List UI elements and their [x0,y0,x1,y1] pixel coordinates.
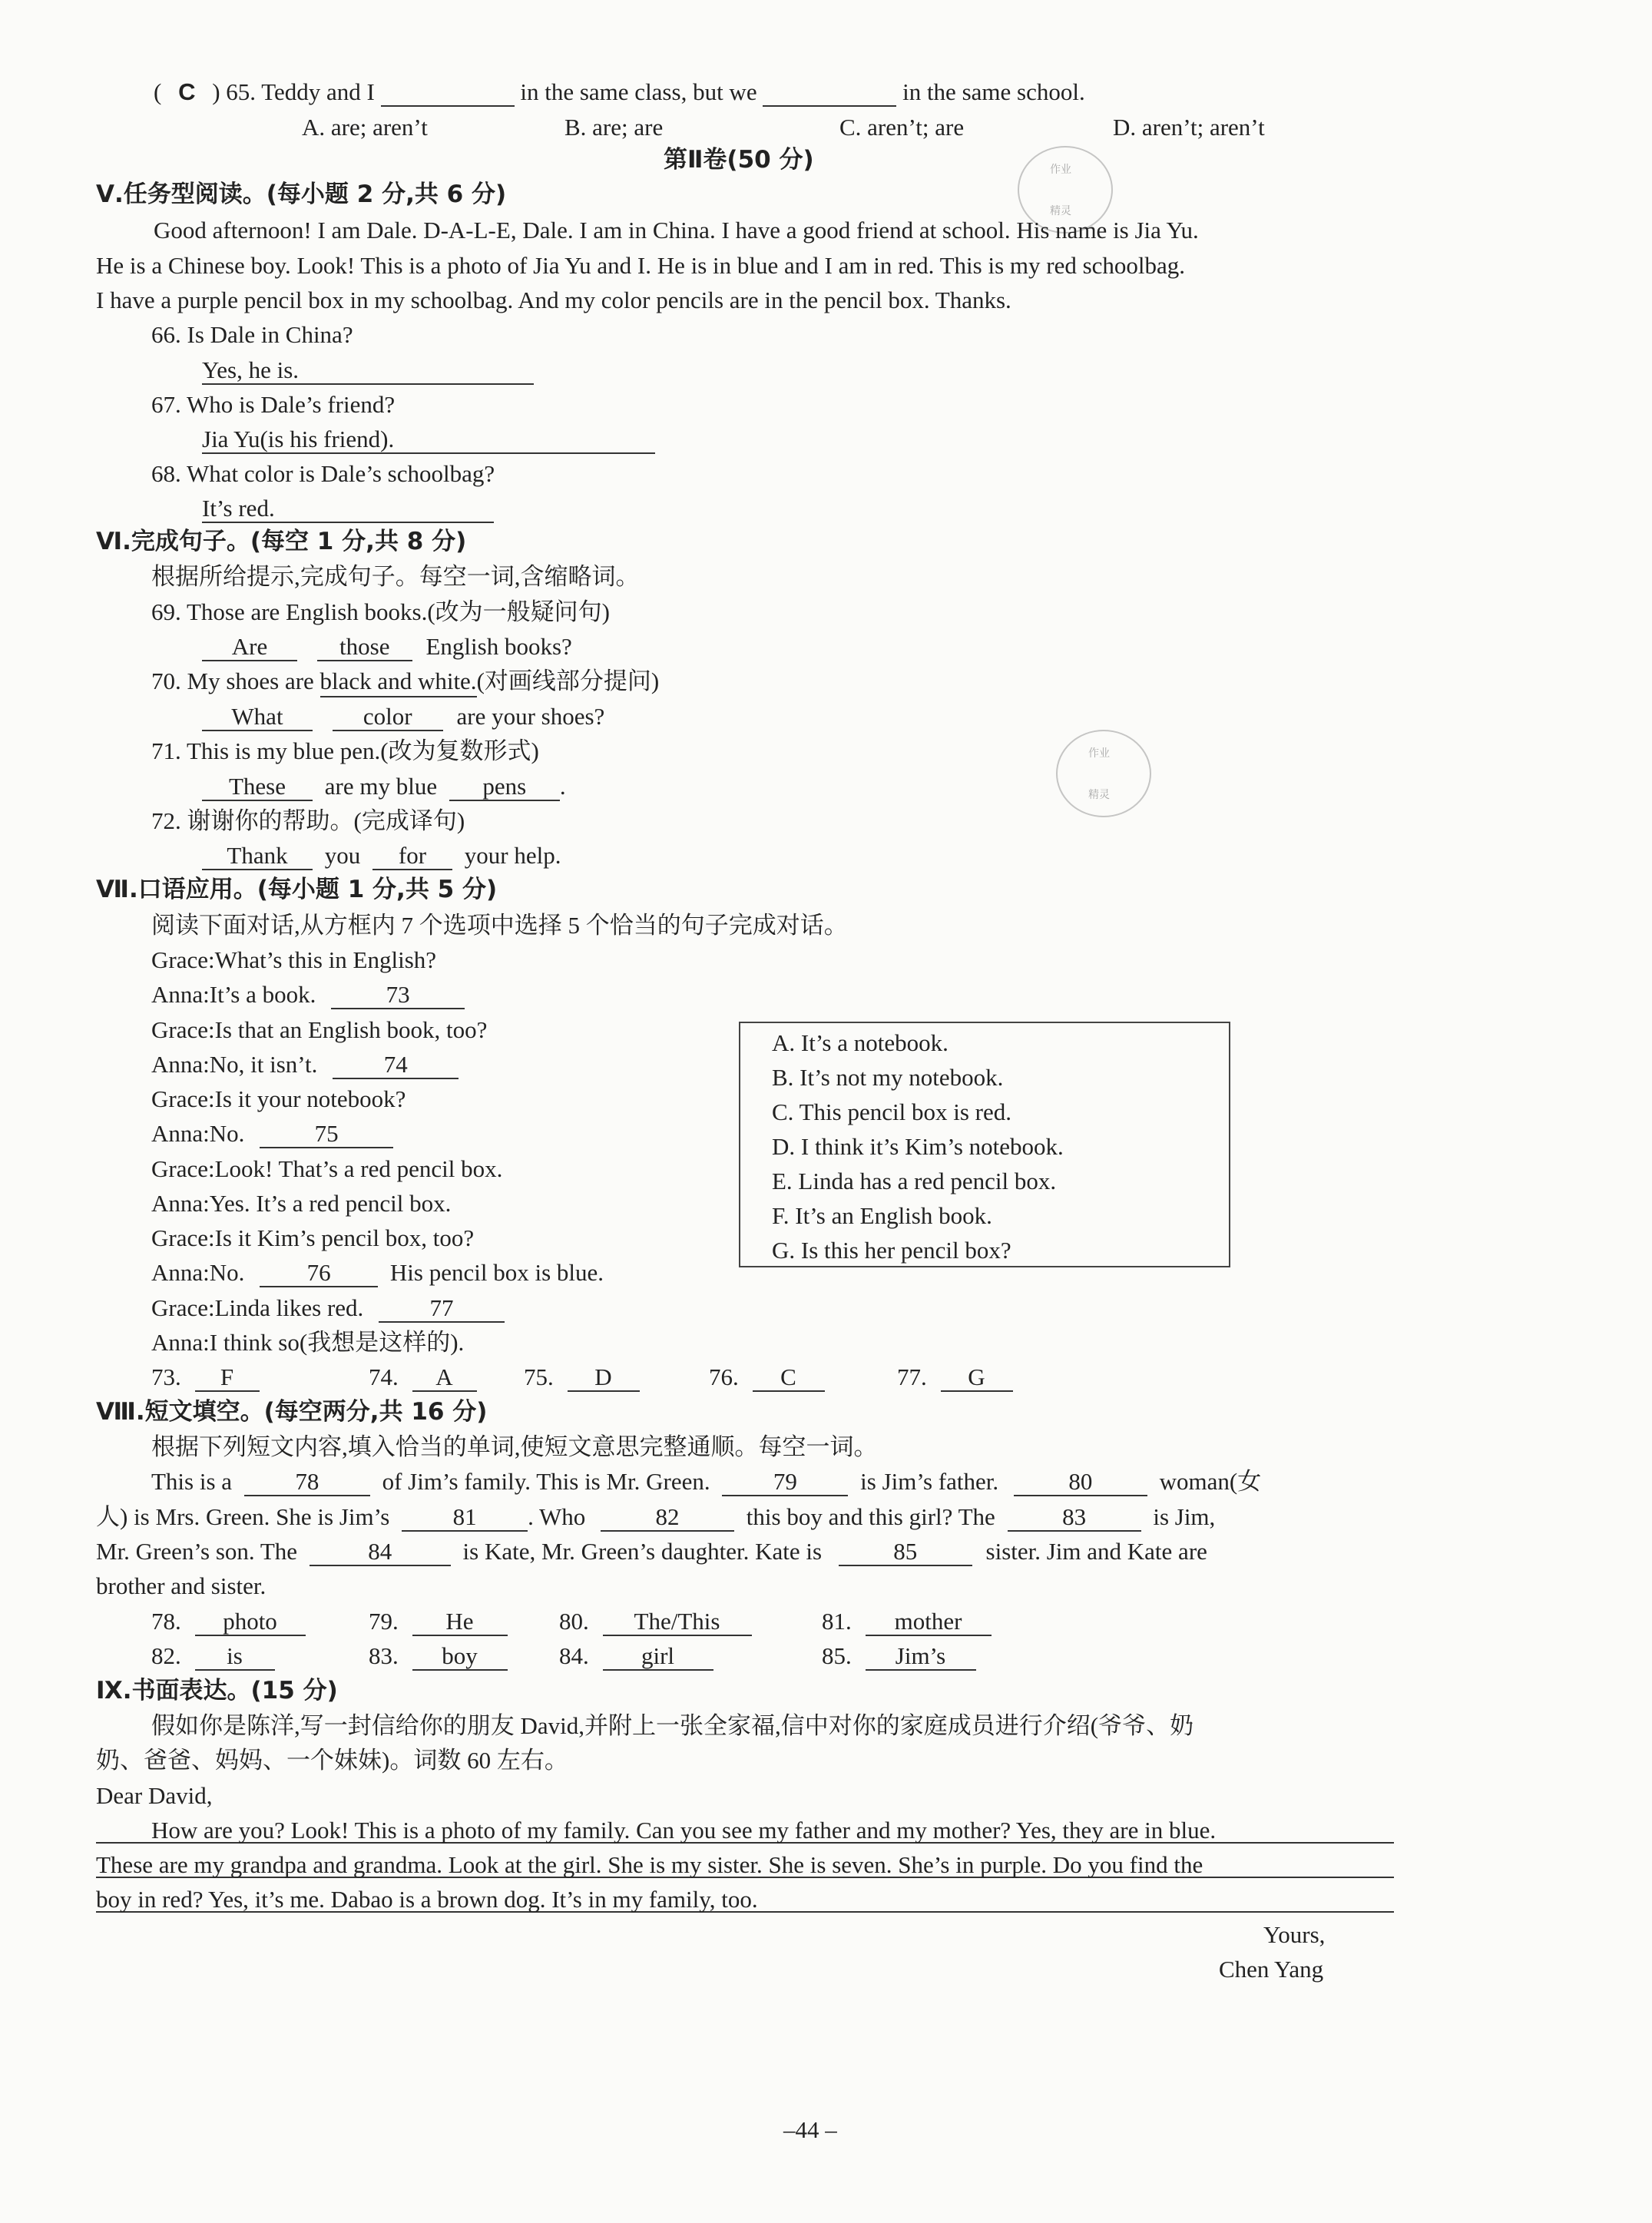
q72-answer-line [202,843,561,870]
dialog-blank-76: 76 [260,1261,378,1287]
passage-line-2: He is a Chinese boy. Look! This is a photo of Jia Yu and I. He is in blue and I am in red. This is my red schoolbag. [96,252,1186,279]
text: is Jim’s father. [860,1468,999,1495]
q67-answer: Jia Yu(is his friend). [202,427,655,454]
dialog-line-11 [151,1296,505,1323]
part2-title: 第Ⅱ卷(50 分) [664,146,814,174]
answer-number: 74. [369,1363,399,1390]
sec8-answer-82 [151,1644,275,1671]
blank-80: 80 [1014,1469,1147,1496]
blank-82: 82 [601,1505,734,1532]
option-c: C. This pencil box is red. [772,1098,1011,1125]
passage-line-1: Good afternoon! I am Dale. D-A-L-E, Dale. I am in China. I have a good friend at school. His name is Jia Yu. [154,217,1199,244]
answer-value: G [941,1365,1013,1392]
section-6-title: Ⅵ.完成句子。(每空 1 分,共 8 分) [96,528,467,555]
answer-number: 85. [822,1642,852,1669]
stamp-2-text-bottom: 精灵 [1088,789,1110,801]
dialog-line-3: Grace:Is that an English book, too? [151,1016,488,1043]
q72-tail: your help. [464,842,561,869]
sec7-answer-73 [151,1365,260,1392]
answer-value: photo [195,1609,306,1636]
text: Mr. Green’s son. The [96,1538,298,1565]
q65-line [154,80,1085,107]
dialog-line-2 [151,982,465,1009]
section-7-instruction: 阅读下面对话,从方框内 7 个选项中选择 5 个恰当的句子完成对话。 [151,912,848,939]
sec7-answer-75 [524,1365,640,1392]
dialog-line-8: Anna:Yes. It’s a red pencil box. [151,1190,452,1217]
q66-question: 66. Is Dale in China? [151,321,353,348]
option-g: G. Is this her pencil box? [772,1237,1011,1264]
stamp-seal-2 [1056,730,1151,817]
text: is Jim, [1153,1503,1216,1530]
blank-81: 81 [402,1505,528,1532]
dialog-text: Anna:No, it isn’t. [151,1051,318,1078]
passage-8-line-1 [151,1469,1261,1496]
q65-text1: Teddy and I [261,78,375,105]
q72-question: 72. 谢谢你的帮助。(完成译句) [151,807,465,834]
blank-78: 78 [244,1469,370,1496]
q70-tail: are your shoes? [456,703,605,730]
answer-number: 78. [151,1608,181,1635]
q72-blank-2: for [372,843,452,870]
q65-number: 65. [226,78,257,105]
passage-8-line-4: brother and sister. [96,1572,267,1599]
answer-number: 83. [369,1642,399,1669]
dialog-line-6 [151,1121,393,1148]
section-6-instruction: 根据所给提示,完成句子。每空一词,含缩略词。 [151,563,640,590]
sec8-answer-78 [151,1609,306,1636]
q70-question [151,669,659,693]
q71-question: 71. This is my blue pen.(改为复数形式) [151,737,539,764]
essay-line-2: These are my grandpa and grandma. Look at the girl. She is my sister. She is seven. She’s in purple. Do you find the [96,1853,1394,1878]
q67-question: 67. Who is Dale’s friend? [151,391,396,418]
sec8-answer-85 [822,1644,976,1671]
stamp-text-top: 作业 [1050,164,1071,176]
answer-value: mother [866,1609,992,1636]
answer-number: 73. [151,1363,181,1390]
essay-line-1: How are you? Look! This is a photo of my family. Can you see my father and my mother? Yes, they are in blue. [96,1818,1394,1844]
sec8-answer-80 [559,1609,752,1636]
text: is Kate, Mr. Green’s daughter. Kate is [462,1538,823,1565]
q65-option-a: A. are; aren’t [302,114,428,141]
section-7-title: Ⅶ.口语应用。(每小题 1 分,共 5 分) [96,876,498,903]
option-f: F. It’s an English book. [772,1202,992,1229]
dialog-line-1: Grace:What’s this in English? [151,946,437,973]
text: This is a [151,1468,233,1495]
option-b: B. It’s not my notebook. [772,1064,1004,1091]
q70-underlined: black and white. [320,668,477,697]
q65-option-b: B. are; are [564,114,664,141]
q71-answer-line [202,774,566,801]
q68-answer: It’s red. [202,496,494,523]
q71-middle: are my blue [324,773,438,800]
answer-number: 84. [559,1642,589,1669]
answer-number: 77. [897,1363,927,1390]
q69-blank-1: Are [202,634,297,661]
dialog-blank-74: 74 [333,1052,459,1079]
q65-text2: in the same class, but we [520,78,757,105]
q65-text3: in the same school. [902,78,1085,105]
q70-answer-line [202,704,604,731]
dialog-text: Anna:No. [151,1259,245,1286]
dialog-text: Anna:No. [151,1120,245,1147]
passage-8-line-3 [96,1539,1207,1566]
section-9-title: Ⅸ.书面表达。(15 分) [96,1677,338,1705]
q69-tail: English books? [425,633,572,660]
passage-line-3: I have a purple pencil box in my schoolbag. And my color pencils are in the pencil box. Thanks. [96,287,1011,313]
answer-value: boy [412,1644,508,1671]
section-8-instruction: 根据下列短文内容,填入恰当的单词,使短文意思完整通顺。每空一词。 [151,1433,878,1460]
answer-number: 76. [709,1363,739,1390]
q65-paren-close: ) [212,78,220,105]
dialog-text: Anna:It’s a book. [151,981,316,1008]
text: sister. Jim and Kate are [985,1538,1207,1565]
q65-paren-open: ( [154,78,162,105]
q69-question: 69. Those are English books.(改为一般疑问句) [151,598,610,625]
dialog-line-5: Grace:Is it your notebook? [151,1085,406,1112]
dialog-blank-73: 73 [331,982,465,1009]
q65-answer: C [178,78,196,105]
passage-8-line-2 [96,1505,1215,1532]
q70-instruction: (对画线部分提问) [476,668,660,694]
answer-value: C [753,1365,825,1392]
stamp-2-text-top: 作业 [1088,747,1110,760]
text: this boy and this girl? The [746,1503,995,1530]
answer-number: 81. [822,1608,852,1635]
q70-text: 70. My shoes are [151,668,314,694]
letter-closing: Yours, [1263,1921,1326,1948]
q70-blank-2: color [333,704,443,731]
answer-value: The/This [603,1609,752,1636]
q71-tail: . [559,773,566,800]
letter-signature: Chen Yang [1219,1956,1324,1983]
dialog-text: Grace:Linda likes red. [151,1294,364,1321]
stamp-text-bottom: 精灵 [1050,205,1071,217]
answer-number: 75. [524,1363,554,1390]
q70-blank-1: What [202,704,313,731]
section-5-title: Ⅴ.任务型阅读。(每小题 2 分,共 6 分) [96,181,507,208]
dialog-blank-77: 77 [379,1296,505,1323]
text: . Who [528,1503,586,1530]
text: of Jim’s family. This is Mr. Green. [382,1468,710,1495]
blank-85: 85 [839,1539,972,1566]
sec7-answer-74 [369,1365,477,1392]
answer-number: 79. [369,1608,399,1635]
sec7-answer-76 [709,1365,825,1392]
blank-79: 79 [722,1469,848,1496]
sec8-answer-84 [559,1644,713,1671]
dialog-text-after: His pencil box is blue. [389,1259,604,1286]
text: 人) is Mrs. Green. She is Jim’s [96,1503,390,1530]
answer-value: girl [603,1644,713,1671]
q66-answer: Yes, he is. [202,358,534,385]
sec8-answer-81 [822,1609,992,1636]
q65-blank-2 [763,80,896,107]
answer-number: 82. [151,1642,181,1669]
sec7-answer-77 [897,1365,1013,1392]
answer-value: D [568,1365,640,1392]
sec8-answer-83 [369,1644,508,1671]
dialog-line-9: Grace:Is it Kim’s pencil box, too? [151,1224,475,1251]
answer-value: Jim’s [866,1644,976,1671]
sec8-answer-79 [369,1609,508,1636]
answer-value: F [195,1365,260,1392]
essay-line-3: boy in red? Yes, it’s me. Dabao is a brown dog. It’s in my family, too. [96,1887,1394,1913]
q71-blank-1: These [202,774,313,801]
q71-blank-2: pens [449,774,560,801]
answer-value: is [195,1644,275,1671]
dialog-line-4 [151,1052,459,1079]
section-9-prompt-1: 假如你是陈洋,写一封信给你的朋友 David,并附上一张全家福,信中对你的家庭成员进行介绍(爷爷、奶 [151,1712,1194,1739]
q72-middle: you [324,842,361,869]
option-a: A. It’s a notebook. [772,1029,948,1056]
page-number: –44 – [783,2116,837,2143]
dialog-line-7: Grace:Look! That’s a red pencil box. [151,1155,503,1182]
option-e: E. Linda has a red pencil box. [772,1168,1057,1194]
q65-option-c: C. aren’t; are [839,114,965,141]
dialog-line-10 [151,1261,604,1287]
q65-option-d: D. aren’t; aren’t [1113,114,1265,141]
text: woman(女 [1159,1468,1262,1495]
q69-blank-2: those [317,634,412,661]
option-d: D. I think it’s Kim’s notebook. [772,1133,1064,1160]
letter-greeting: Dear David, [96,1782,213,1809]
q69-answer-line [202,634,572,661]
dialog-blank-75: 75 [260,1121,393,1148]
blank-83: 83 [1008,1505,1141,1532]
answer-number: 80. [559,1608,589,1635]
section-8-title: Ⅷ.短文填空。(每空两分,共 16 分) [96,1398,488,1426]
q65-blank-1 [381,80,515,107]
blank-84: 84 [310,1539,451,1566]
dialog-line-12: Anna:I think so(我想是这样的). [151,1329,465,1356]
answer-value: He [412,1609,508,1636]
q68-question: 68. What color is Dale’s schoolbag? [151,460,495,487]
q72-blank-1: Thank [202,843,313,870]
section-9-prompt-2: 奶、爸爸、妈妈、一个妹妹)。词数 60 左右。 [96,1747,568,1774]
answer-value: A [412,1365,477,1392]
